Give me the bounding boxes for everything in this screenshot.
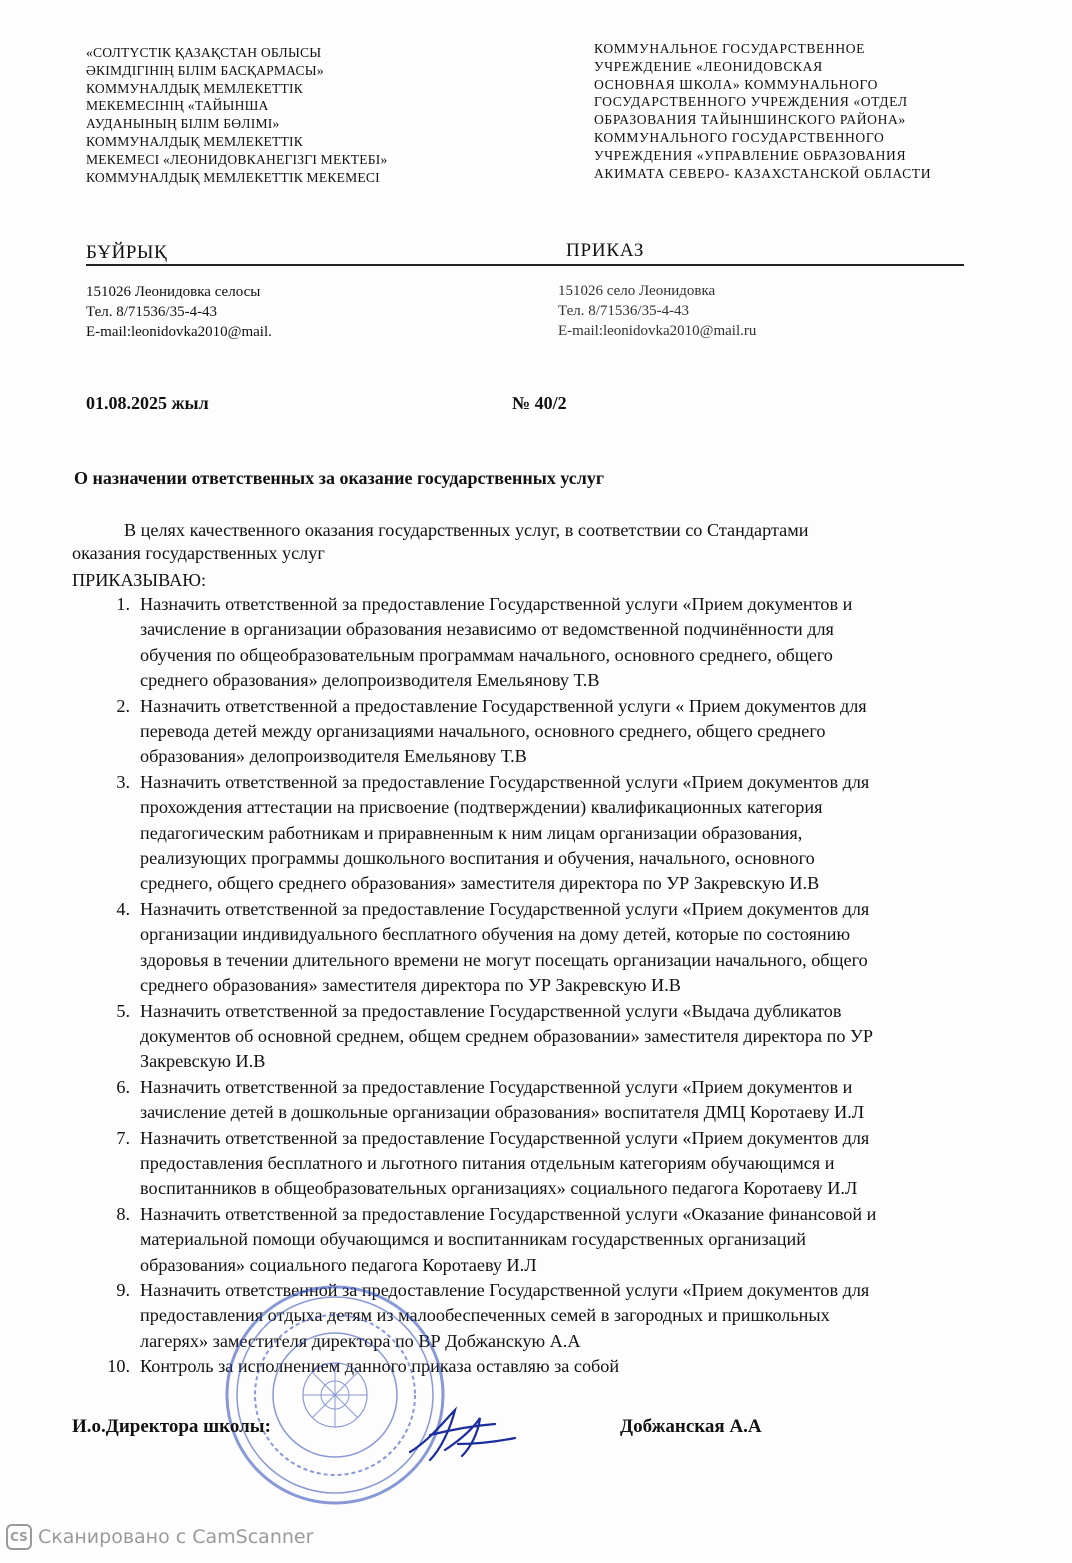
header-kz-line: КОММУНАЛДЫҚ МЕМЛЕКЕТТІК [86,80,303,96]
header-kz-line: ӘКІМДІГІНІҢ БІЛІМ БАСҚАРМАСЫ» [86,62,324,78]
header-ru-line: ГОСУДАРСТВЕННОГО УЧРЕЖДЕНИЯ «ОТДЕЛ [594,94,908,110]
order-item-text-line: среднего образования» делопроизводителя Емельянову Т.В [140,670,600,691]
order-item-text-line: среднего образования» заместителя директора по УР Закревскую И.В [140,975,681,996]
order-item-number: 4. [116,898,130,919]
order-item-text-line: Назначить ответственной за предоставление Государственной услуги «Прием документов и [140,1076,853,1097]
watermark-text: Сканировано с CamScanner [38,1526,314,1548]
order-item-text-line: Назначить ответственной за предоставление Государственной услуги «Прием документов для [140,771,870,792]
order-item [80,897,1055,999]
intro-line: оказания государственных услуг [72,543,325,563]
order-title-kz: БҰЙРЫҚ [86,242,168,263]
order-date: 01.08.2025 жыл [86,393,209,413]
header-ru-line: КОММУНАЛЬНОГО ГОСУДАРСТВЕННОГО [594,129,885,145]
header-ru-line: КОММУНАЛЬНОЕ ГОСУДАРСТВЕННОЕ [594,41,866,56]
order-item [80,1202,1055,1278]
contact-address: 151026 Леонидовка селосы [86,284,261,300]
order-item-text-line: педагогическим работникам и приравненным к ним лицам организации образования, [140,822,803,843]
contact-address: 151026 село Леонидовка [558,283,716,299]
order-item-number: 8. [116,1203,130,1224]
order-item-text-line: здоровья в течении длительного времени не могут посещать организации начального, общего [140,949,868,970]
order-item-text-line: образования» социального педагога Коротаеву И.Л [140,1254,537,1275]
header-kz-line: МЕКЕМЕСІНІҢ «ТАЙЫНША [86,98,269,114]
contact-email: E-mail:leonidovka2010@mail. [86,324,272,340]
camscanner-watermark [6,1524,313,1550]
header-divider [86,264,964,266]
camscanner-logo-icon: CS [6,1524,32,1550]
header-kz-line: КОММУНАЛДЫҚ МЕМЛЕКЕТТІК МЕКЕМЕСІ [86,169,380,185]
order-item-text-line: Закревскую И.В [140,1051,266,1072]
header-kz-line: АУДАНЫНЫҢ БІЛІМ БӨЛІМІ» [86,116,280,132]
order-item-text-line: предоставления отдыха детям из малообеспеченных семей в загородных и пришкольных [140,1305,830,1326]
header-kz-line: МЕКЕМЕСІ «ЛЕОНИДОВКАНЕГІЗГІ МЕКТЕБІ» [86,151,388,167]
order-item-number: 7. [116,1127,130,1148]
order-item-text-line: перевода детей между организациями начального, основного среднего, общего среднего [140,721,826,742]
order-item-text-line: Назначить ответственной за предоставление Государственной услуги «Прием документов для [140,1127,870,1148]
header-ru-line: АКИМАТА СЕВЕРО- КАЗАХСТАНСКОЙ ОБЛАСТИ [594,165,932,181]
order-item-text-line: обучения по общеобразовательным программам начального, основного среднего, общего [140,644,833,665]
order-item [80,1126,1055,1202]
order-item-text-line: Назначить ответственной за предоставление Государственной услуги «Прием документов для [140,898,870,919]
order-item [80,999,1055,1075]
order-item-number: 5. [116,1000,130,1021]
header-kz-line: «СОЛТҮСТІК ҚАЗАҚСТАН ОБЛЫСЫ [86,45,322,60]
contacts-ru [558,281,756,341]
order-item-text-line: лагерях» заместителя директора по ВР Добжанскую А.А [140,1330,581,1351]
order-item-number: 1. [116,594,130,614]
order-item [80,592,1055,694]
order-item-text-line: зачисление в организации образования независимо от ведомственной подчинённости для [140,619,834,640]
order-item-text-line: Назначить ответственной а предоставление Государственной услуги « Прием документов для [140,695,867,716]
order-item-text-line: организации индивидуального бесплатного обучения на дому детей, которые по состоянию [140,924,851,945]
order-item-number: 10. [107,1356,130,1377]
header-ru-line: ОБРАЗОВАНИЯ ТАЙЫНШИНСКОГО РАЙОНА» [594,112,906,128]
order-item-text-line: прохождения аттестации на присвоение (подтверждении) квалификационных категория [140,797,823,818]
order-item-number: 6. [116,1076,130,1097]
order-item-text-line: реализующих программы дошкольного воспитания и обучения, начального, основного [140,848,815,869]
header-ru-line: УЧРЕЖДЕНИЕ «ЛЕОНИДОВСКАЯ [594,58,823,74]
command-word: ПРИКАЗЫВАЮ: [72,570,207,590]
contacts-kz [86,282,272,342]
order-subject: О назначении ответственных за оказание государственных услуг [74,468,605,488]
header-kz-line: КОММУНАЛДЫҚ МЕМЛЕКЕТТІК [86,133,303,149]
contact-email: E-mail:leonidovka2010@mail.ru [558,323,757,339]
order-item-number: 3. [116,771,130,792]
order-item-text-line: Назначить ответственной за предоставление Государственной услуги «Оказание финансовой и [140,1203,877,1224]
contact-phone: Тел. 8/71536/35-4-43 [86,304,218,320]
order-item-text-line: Назначить ответственной за предоставление Государственной услуги «Выдача дубликатов [140,1000,842,1021]
order-item-text-line: предоставления бесплатного и льготного питания отдельным категориям обучающимся и [140,1152,835,1173]
order-item [80,770,1055,897]
order-items-list [80,592,1055,1380]
contact-phone: Тел. 8/71536/35-4-43 [558,303,690,319]
signer-name: Добжанская А.А [620,1416,762,1437]
intro-line: В целях качественного оказания государственных услуг, в соответствии со Стандартами [124,520,809,540]
header-russian-block [594,40,1064,182]
order-item-text-line: документов об основной среднем, общем среднем образовании» заместителя директора по УР [140,1025,873,1046]
order-title-ru: ПРИКАЗ [566,240,645,261]
signer-position: И.о.Директора школы: [72,1416,271,1437]
intro-paragraph [72,519,1052,565]
order-item [80,1075,1055,1126]
order-item-text-line: Назначить ответственной за предоставление Государственной услуги «Прием документов для [140,1279,870,1300]
header-ru-line: УЧРЕЖДЕНИЯ «УПРАВЛЕНИЕ ОБРАЗОВАНИЯ [594,147,907,163]
order-item-text-line: образования» делопроизводителя Емельянову Т.В [140,746,527,767]
order-item-text-line: материальной помощи обучающимся и воспитанникам государственных организаций [140,1229,806,1250]
order-item [80,694,1055,770]
official-stamp [222,1282,448,1508]
order-item-text-line: Контроль за исполнением данного приказа оставляю за собой [140,1356,620,1377]
order-number: № 40/2 [512,393,567,413]
order-item-number: 2. [116,695,130,716]
order-item-text-line: среднего, общего среднего образования» заместителя директора по УР Закревскую И.В [140,873,820,894]
order-item-text-line: воспитанников в общеобразовательных организациях» социального педагога Коротаеву И.Л [140,1178,858,1199]
order-item-text-line: зачисление детей в дошкольные организации образования» воспитателя ДМЦ Коротаеву И.Л [140,1102,865,1123]
header-kazakh-block [86,44,506,186]
order-item-text-line: Назначить ответственной за предоставление Государственной услуги «Прием документов и [140,594,853,614]
header-ru-line: ОСНОВНАЯ ШКОЛА» КОММУНАЛЬНОГО [594,76,879,92]
handwritten-signature [400,1400,520,1470]
order-item-number: 9. [116,1279,130,1300]
